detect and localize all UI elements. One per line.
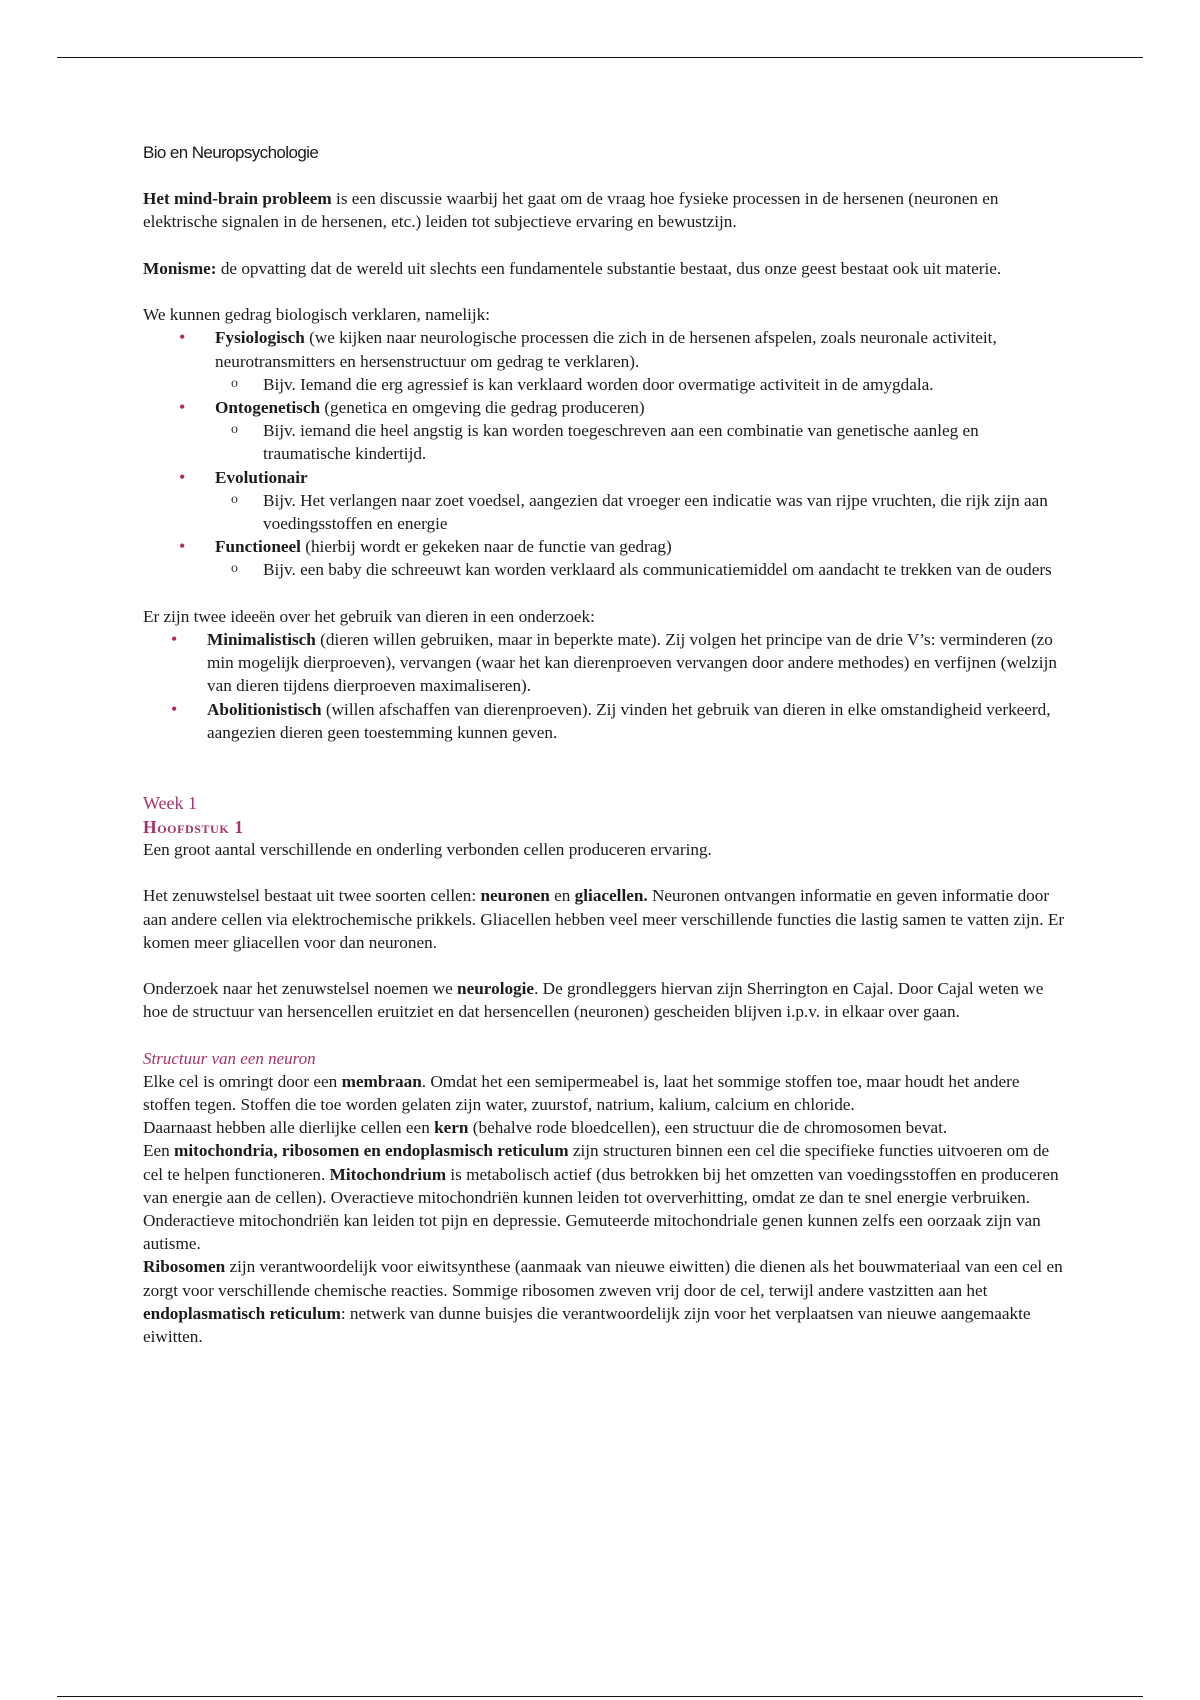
chapter-heading: Hoofdstuk 1 — [143, 817, 244, 838]
list-item — [143, 326, 1068, 396]
list-item — [143, 628, 1068, 698]
term-ribosomen: Ribosomen — [143, 1257, 226, 1277]
text-run: Neuronen ontvangen informatie en geven informatie door aan andere cellen via elektrochemische prikkels. Gliacellen hebben veel meer verschillende functies die lastig samen te vatten zijn. Er komen meer gliacellen voor dan neuronen. — [143, 886, 1065, 952]
text-run: Het zenuwstelsel bestaat uit twee soorten cellen: — [143, 886, 481, 906]
zenuwstelsel-paragraph — [143, 884, 1068, 954]
mind-brain-paragraph — [143, 187, 1068, 233]
text-run: en — [549, 886, 575, 906]
monisme-text: de opvatting dat de wereld uit slechts een fundamentele substantie bestaat, dus onze geest bestaat ook uit materie. — [216, 258, 1002, 278]
text-run: zijn verantwoordelijk voor eiwitsynthese (aanmaak van nieuwe eiwitten) die dienen als het bouwmateriaal van een cel en zorgt voor verschillende chemische reacties. Sommige ribosomen zweven vrij door de cel, terwijl andere vastzitten aan het — [143, 1257, 1063, 1300]
list-item — [143, 535, 1068, 581]
term-membraan: membraan — [341, 1071, 422, 1091]
text-run: is metabolisch actief (dus betrokken bij het omzetten van voedingsstoffen en produceren van energie aan de cellen). Overactieve mitochondriën kunnen leiden tot oververhitting, omdat ze dan te snel energie verbruiken. Onderactieve mitochondriën kan leiden tot pijn en depressie. Gemuteerde mitochondriale genen kunnen zelfs een oorzaak zijn van autisme. — [143, 1164, 1059, 1254]
monisme-paragraph — [143, 257, 1068, 280]
term-endoplasmatisch-reticulum: endoplasmatisch reticulum — [143, 1303, 341, 1323]
sub-list — [263, 419, 1068, 465]
list-item — [143, 698, 1068, 744]
list-item-text: (dieren willen gebruiken, maar in beperkte mate). Zij volgen het principe van de drie V’s: verminderen (zo min mogelijk dierproeven), vervangen (waar het kan dierenproeven vervangen door andere methodes) en verfijnen (welzijn van dieren tijdens dierproeven maximaliseren). — [207, 630, 1057, 696]
chapter-intro: Een groot aantal verschillende en onderling verbonden cellen produceren ervaring. — [143, 840, 712, 860]
explanations-intro: We kunnen gedrag biologisch verklaren, namelijk: — [143, 305, 491, 325]
term-neuronen: neuronen — [480, 886, 550, 906]
mind-brain-text: is een discussie waarbij het gaat om de vraag hoe fysieke processen in de hersenen (neuronen en elektrische signalen in de hersenen, etc.) leiden tot subjectieve ervaring en bewustzijn. — [143, 189, 999, 232]
ribosomen-paragraph — [143, 1255, 1068, 1348]
text-run: (behalve rode bloedcellen), een structuur die de chromosomen bevat. — [468, 1118, 948, 1138]
top-rule — [57, 57, 1143, 58]
animals-intro: Er zijn twee ideeën over het gebruik van dieren in een onderzoek: — [143, 606, 595, 626]
neurologie-paragraph — [143, 977, 1068, 1023]
list-item-text: (hierbij wordt er gekeken naar de functie van gedrag) — [300, 537, 672, 557]
monisme-term: Monisme: — [143, 258, 217, 278]
term-organellen: mitochondria, ribosomen en endoplasmisch reticulum — [174, 1141, 569, 1161]
list-item-text: (willen afschaffen van dierenproeven). Zij vinden het gebruik van dieren in elke omstandigheid verkeerd, aangezien dieren geen toestemming kunnen geven. — [207, 699, 1051, 742]
text-run: Onderzoek naar het zenuwstelsel noemen we — [143, 979, 458, 999]
term-gliacellen: gliacellen. — [574, 886, 648, 906]
list-item-term: Abolitionistisch — [207, 699, 322, 719]
term-kern: kern — [434, 1118, 469, 1138]
list-item-term: Ontogenetisch — [215, 398, 321, 417]
sub-list — [263, 373, 1068, 396]
text-run: Een — [143, 1141, 175, 1161]
document-title: Bio en Neuropsychologie — [143, 143, 319, 162]
explanations-list — [143, 326, 1068, 581]
list-item-text: (we kijken naar neurologische processen die zich in de hersenen afspelen, zoals neuronale activiteit, neurotransmitters en hersenstructuur om gedrag te verklaren). — [215, 328, 997, 371]
text-run: . De grondleggers hiervan zijn Sherrington en Cajal. Door Cajal weten we hoe de structuur van hersencellen eruitziet en dat hersencellen (neuronen) gescheiden blijven i.p.v. in elkaar over gaan. — [143, 979, 1044, 1022]
sub-list-item: o Bijv. een baby die schreeuwt kan worden verklaard als communicatiemiddel om aandacht te trekken van de ouders — [263, 558, 1068, 581]
list-item — [143, 466, 1068, 536]
document-body — [143, 141, 1068, 1348]
text-run: Daarnaast hebben alle dierlijke cellen een — [143, 1118, 435, 1138]
list-item — [143, 396, 1068, 466]
term-neurologie: neurologie — [457, 979, 535, 999]
list-item-term: Minimalistisch — [207, 630, 316, 650]
mind-brain-term: Het mind-brain probleem — [143, 189, 332, 209]
membraan-paragraph — [143, 1070, 1068, 1116]
list-item-text: (genetica en omgeving die gedrag produceren) — [320, 398, 645, 417]
text-run: zijn structuren binnen een cel die specifieke functies uitvoeren om de cel te helpen functioneren. — [143, 1141, 1050, 1184]
text-run: : netwerk van dunne buisjes die verantwoordelijk zijn voor het verplaatsen van nieuwe aangemaakte eiwitten. — [143, 1303, 1031, 1347]
list-item-term: Fysiologisch — [215, 328, 305, 348]
text-run: . Omdat het een semipermeabel is, laat het sommige stoffen toe, maar houdt het andere stoffen tegen. Stoffen die toe worden gelaten zijn water, zuurstof, natrium, kalium, calcium en chloride. — [143, 1071, 1020, 1115]
text-run: Elke cel is omringt door een — [143, 1071, 342, 1091]
week-heading: Week 1 — [143, 793, 198, 814]
sub-list-item: o Bijv. Iemand die erg agressief is kan verklaard worden door overmatige activiteit in de amygdala. — [263, 373, 1068, 396]
list-item-term: Functioneel — [215, 537, 301, 557]
organellen-paragraph — [143, 1139, 1068, 1255]
list-item-term: Evolutionair — [215, 467, 308, 487]
kern-paragraph — [143, 1116, 1068, 1139]
animals-list — [143, 628, 1068, 744]
section-heading: Structuur van een neuron — [143, 1048, 316, 1068]
sub-list-item: o Bijv. Het verlangen naar zoet voedsel, aangezien dat vroeger een indicatie was van rijpe vruchten, die rijk zijn aan voedingsstoffen en energie — [263, 489, 1068, 535]
term-mitochondrium: Mitochondrium — [329, 1164, 447, 1184]
sub-list — [263, 558, 1068, 581]
sub-list — [263, 489, 1068, 535]
sub-list-item: o Bijv. iemand die heel angstig is kan worden toegeschreven aan een combinatie van genetische aanleg en traumatische kindertijd. — [263, 419, 1068, 465]
bottom-rule — [57, 1696, 1143, 1697]
